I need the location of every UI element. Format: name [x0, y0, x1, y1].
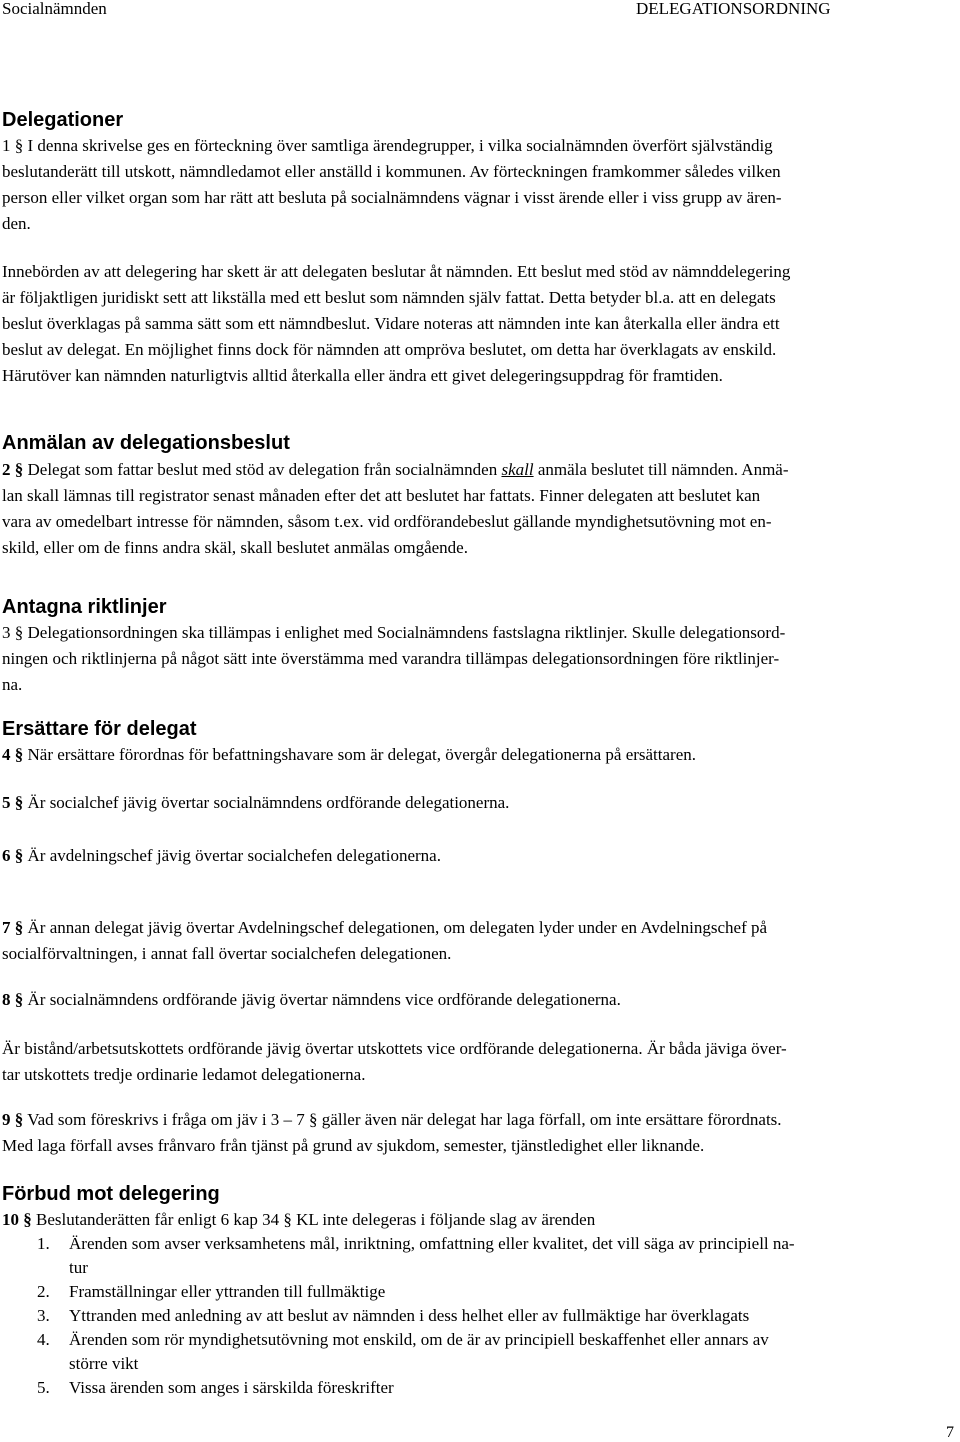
list-text: större vikt — [69, 1354, 139, 1373]
text-line: Är bistånd/arbetsutskottets ordförande jävig övertar utskottets vice ordförande delegationerna. Är båda jäviga över- — [2, 1039, 787, 1058]
text-fragment: Vad som föreskrivs i fråga om jäv i 3 – 7 § gäller även när delegat har laga förfall, om inte ersättare förordnats. — [23, 1110, 782, 1129]
list-text: Ärenden som avser verksamhetens mål, inriktning, omfattning eller kvalitet, det vill säga av principiell na- — [69, 1234, 795, 1253]
text-line: 3 § Delegationsordningen ska tillämpas i enlighet med Socialnämndens fastslagna riktlinjer. Skulle delegationsord- — [2, 623, 786, 642]
text-line — [2, 742, 958, 768]
text-line: Innebörden av att delegering har skett är att delegaten beslutar åt nämnden. Ett beslut med stöd av nämnddelegering — [2, 262, 791, 281]
text-fragment: När ersättare förordnas för befattningshavare som är delegat, övergår delegationerna på ersättaren. — [23, 745, 697, 764]
paragraph-2 — [2, 457, 958, 561]
text-line — [2, 915, 958, 941]
text-line: beslut överklagas på samma sätt som ett nämndbeslut. Vidare noteras att nämnden inte kan återkalla eller ändra ett — [2, 314, 780, 333]
list-item — [37, 1232, 958, 1280]
paragraph-innebord — [2, 259, 958, 389]
text-fragment: Är socialchef jävig övertar socialnämndens ordförande delegationerna. — [23, 793, 510, 812]
text-line: socialförvaltningen, i annat fall övertar socialchefen delegationen. — [2, 944, 452, 963]
text-line: vara av omedelbart intresse för nämnden, såsom t.ex. vid ordförandebeslut gällande myndighetsutövning mot en- — [2, 512, 772, 531]
paragraph-10 — [2, 1207, 958, 1233]
list-text: Vissa ärenden som anges i särskilda föreskrifter — [69, 1378, 394, 1397]
heading-ersattare: Ersättare för delegat — [2, 718, 197, 740]
heading-delegationer: Delegationer — [2, 109, 124, 131]
text-line: ningen och riktlinjerna på något sätt inte överstämma med varandra tillämpas delegationsordningen före riktlinjer- — [2, 649, 780, 668]
section-number: 10 § — [2, 1210, 32, 1229]
section-number: 6 § — [2, 846, 24, 865]
text-line: skild, eller om de finns andra skäl, skall beslutet anmälas omgående. — [2, 538, 468, 557]
list-number: 3. — [37, 1306, 50, 1325]
text-line: den. — [2, 214, 31, 233]
forbud-list — [37, 1232, 958, 1400]
section-number: 8 § — [2, 990, 24, 1009]
text-line — [2, 790, 958, 816]
list-number: 5. — [37, 1378, 50, 1397]
paragraph-8b — [2, 1036, 958, 1088]
heading-anmalan: Anmälan av delegationsbeslut — [2, 432, 290, 454]
list-number: 4. — [37, 1330, 50, 1349]
text-fragment: Delegat som fattar beslut med stöd av delegation från socialnämnden — [23, 460, 502, 479]
text-line — [2, 457, 958, 483]
text-fragment: Är avdelningschef jävig övertar socialchefen delegationerna. — [23, 846, 441, 865]
list-number: 2. — [37, 1282, 50, 1301]
text-line — [2, 843, 958, 869]
heading-forbud: Förbud mot delegering — [2, 1183, 220, 1205]
paragraph-3 — [2, 620, 958, 698]
section-number: 4 § — [2, 745, 24, 764]
text-line: person eller vilket organ som har rätt att besluta på socialnämndens vägnar i visst ärende eller i viss grupp av ären- — [2, 188, 782, 207]
text-line — [2, 1207, 958, 1233]
text-fragment: Beslutanderätten får enligt 6 kap 34 § KL inte delegeras i följande slag av ärenden — [31, 1210, 596, 1229]
paragraph-5 — [2, 790, 958, 816]
list-item — [37, 1304, 958, 1328]
paragraph-9 — [2, 1107, 958, 1159]
section-number: 7 § — [2, 918, 24, 937]
emphasis-skall: skall — [501, 460, 534, 479]
section-number: 5 § — [2, 793, 24, 812]
text-line — [2, 987, 958, 1013]
list-text: Framställningar eller yttranden till fullmäktige — [69, 1282, 386, 1301]
text-line: na. — [2, 675, 23, 694]
list-item — [37, 1376, 958, 1400]
text-line: beslut av delegat. En möjlighet finns dock för nämnden att ompröva beslutet, om detta har överklagats av enskild. — [2, 340, 777, 359]
text-line — [2, 1107, 958, 1133]
text-line: Med laga förfall avses frånvaro från tjänst på grund av sjukdom, semester, tjänstledighet eller liknande. — [2, 1136, 705, 1155]
section-number: 9 § — [2, 1110, 24, 1129]
text-line: tar utskottets tredje ordinarie ledamot delegationerna. — [2, 1065, 366, 1084]
paragraph-8 — [2, 987, 958, 1013]
list-item — [37, 1280, 958, 1304]
paragraph-1 — [2, 133, 958, 237]
list-text: tur — [69, 1258, 88, 1277]
list-number: 1. — [37, 1234, 50, 1253]
text-fragment: anmäla beslutet till nämnden. Anmä- — [533, 460, 789, 479]
text-line: beslutanderätt till utskott, nämndledamot eller anställd i kommunen. Av förteckningen framkommer således vilken — [2, 162, 781, 181]
heading-riktlinjer: Antagna riktlinjer — [2, 596, 167, 618]
text-fragment: Är socialnämndens ordförande jävig övertar nämndens vice ordförande delegationerna. — [23, 990, 621, 1009]
paragraph-4 — [2, 742, 958, 768]
header-document-title: DELEGATIONSORDNING — [636, 0, 831, 18]
text-line: lan skall lämnas till registrator senast månaden efter det att beslutet har fattats. Finner delegaten att beslutet kan — [2, 486, 761, 505]
text-line: 1 § I denna skrivelse ges en förteckning över samtliga ärendegrupper, i vilka socialnämnden överfört självständig — [2, 136, 773, 155]
section-number: 2 § — [2, 460, 24, 479]
list-text: Ärenden som rör myndighetsutövning mot enskild, om de är av principiell beskaffenhet eller annars av — [69, 1330, 769, 1349]
paragraph-6 — [2, 843, 958, 869]
text-fragment: Är annan delegat jävig övertar Avdelningschef delegationen, om delegaten lyder under en Avdelningschef på — [23, 918, 768, 937]
list-item — [37, 1328, 958, 1376]
text-line: är följaktligen juridiskt sett att likställa med ett beslut som nämnden själv fattat. Detta betyder bl.a. att en delegats — [2, 288, 776, 307]
text-line: Härutöver kan nämnden naturligtvis alltid återkalla eller ändra ett givet delegeringsuppdrag för framtiden. — [2, 366, 723, 385]
page-header — [0, 0, 960, 24]
list-text: Yttranden med anledning av att beslut av nämnden i dess helhet eller av fullmäktige har överklagats — [69, 1306, 750, 1325]
header-organization: Socialnämnden — [2, 0, 107, 18]
paragraph-7 — [2, 915, 958, 967]
page-number: 7 — [946, 1424, 954, 1441]
